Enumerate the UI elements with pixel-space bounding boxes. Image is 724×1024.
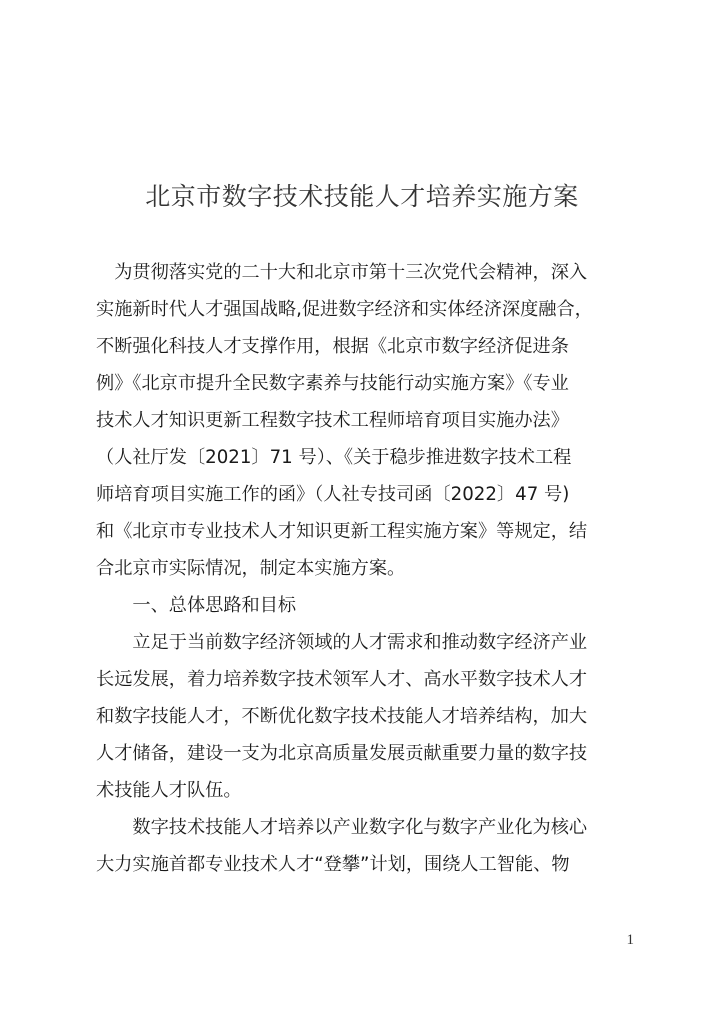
- section-heading: 一、总体思路和目标: [96, 595, 297, 616]
- body-line: 和《北京市专业技术人才知识更新工程实施方案》等规定，结: [96, 521, 588, 542]
- body-line: 例》《北京市提升全民数字素养与技能行动实施方案》《专业: [96, 373, 569, 394]
- page-number: 1: [626, 932, 634, 948]
- body-line: 实施新时代人才强国战略,促进数字经济和实体经济深度融合，: [96, 299, 593, 320]
- body-line: 合北京市实际情况，制定本实施方案。: [96, 558, 406, 579]
- body-line: 立足于当前数字经济领域的人才需求和推动数字经济产业: [96, 632, 588, 653]
- document-title: 北京市数字技术技能人才培养实施方案: [145, 182, 579, 211]
- body-line: 不断强化科技人才支撑作用，根据《北京市数字经济促进条: [96, 336, 569, 357]
- body-line: 长远发展，着力培养数字技术领军人才、高水平数字技术人才: [96, 669, 588, 690]
- body-line: （人社厅发〔2021〕71 号）、《关于稳步推进数字技术工程: [96, 447, 572, 468]
- body-line: 术技能人才队伍。: [96, 780, 242, 801]
- body-line: 数字技术技能人才培养以产业数字化与数字产业化为核心: [96, 817, 588, 838]
- body-line: 技术人才知识更新工程数字技术工程师培育项目实施办法》: [96, 410, 569, 431]
- body-line: 人才储备，建设一支为北京高质量发展贡献重要力量的数字技: [96, 743, 588, 764]
- body-line: 大力实施首都专业技术人才“登攀”计划，围绕人工智能、物: [96, 854, 570, 875]
- body-line: 和数字技能人才，不断优化数字技术技能人才培养结构，加大: [96, 706, 588, 727]
- body-line: 为贯彻落实党的二十大和北京市第十三次党代会精神，深入: [96, 262, 588, 283]
- body-line: 师培育项目实施工作的函》（人社专技司函〔2022〕47 号): [96, 484, 570, 505]
- document-body: [96, 254, 636, 883]
